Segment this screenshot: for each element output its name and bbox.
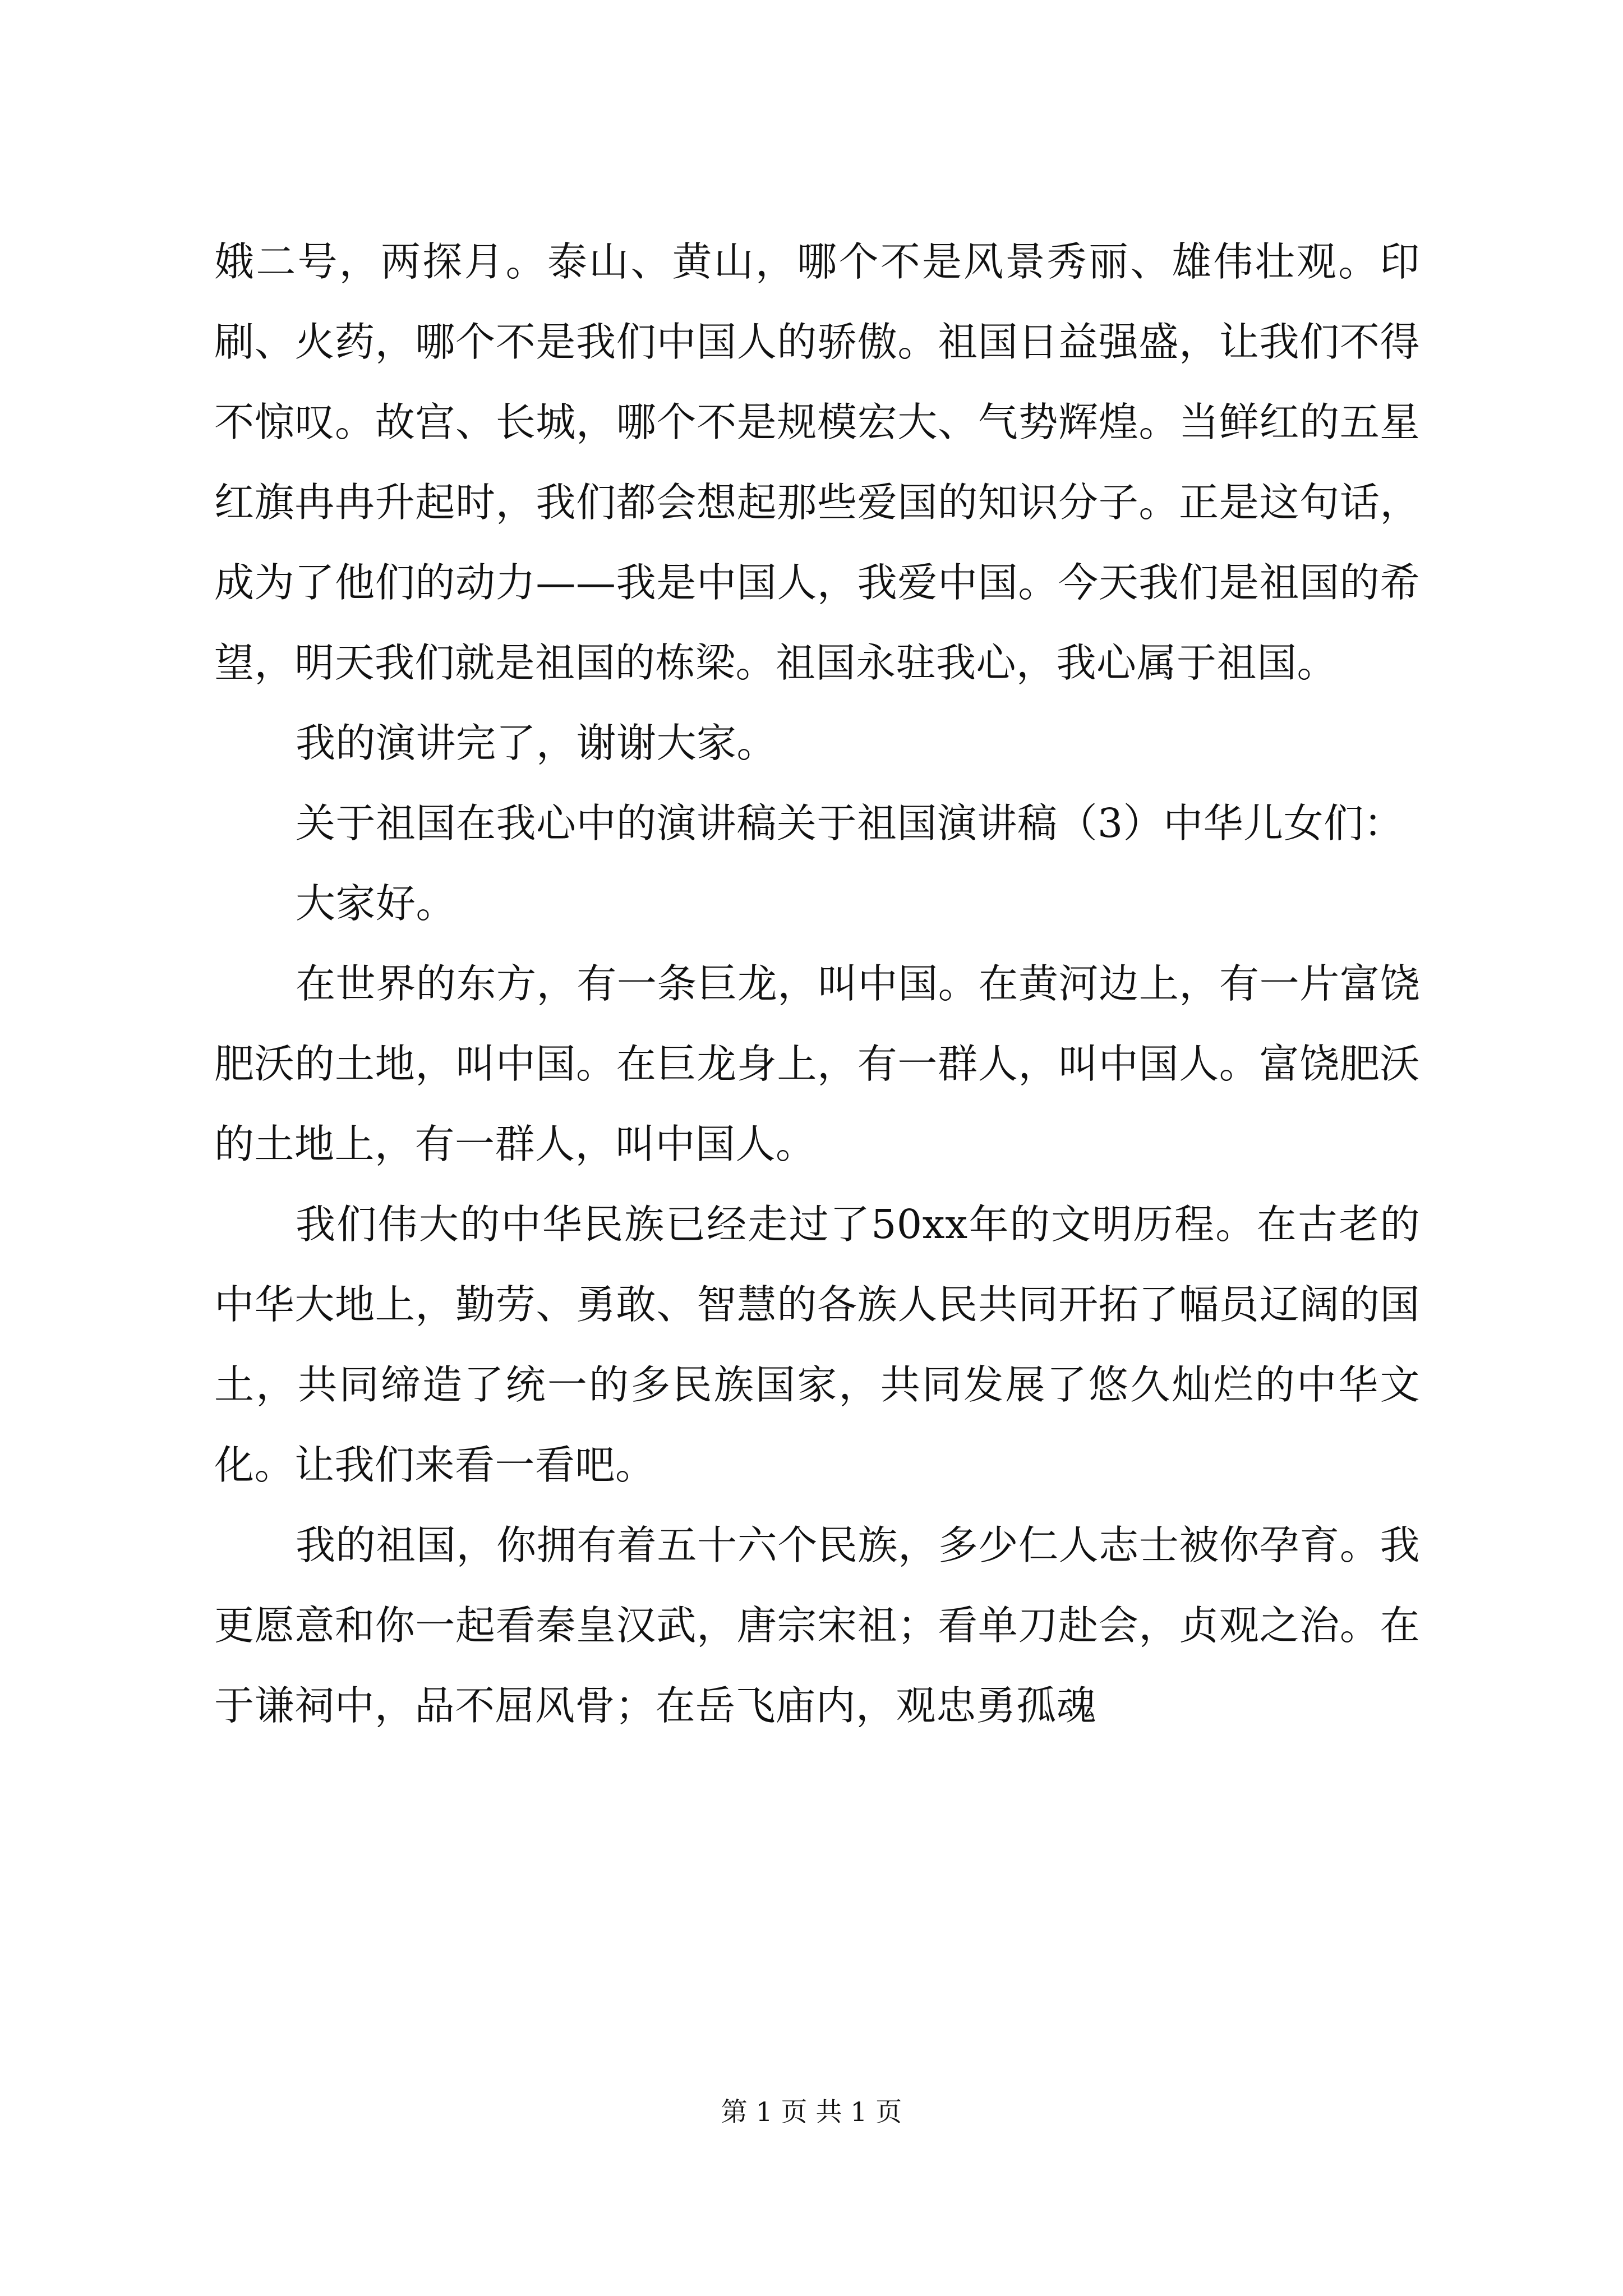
paragraph-1: 娥二号，两探月。泰山、黄山，哪个不是风景秀丽、雄伟壮观。印刷、火药，哪个不是我们中国人的骄傲。祖国日益强盛，让我们不得不惊叹。故宫、长城，哪个不是规模宏大、气势辉煌。当鲜红的五星红旗冉冉升起时，我们都会想起那些爱国的知识分子。正是这句话，成为了他们的动力——我是中国人，我爱中国。今天我们是祖国的希望，明天我们就是祖国的栋梁。祖国永驻我心，我心属于祖国。 [214,238,1420,686]
document-body [214,222,1420,1746]
paragraph-4: 大家好。 [296,880,457,927]
paragraph-7: 我的祖国，你拥有着五十六个民族，多少仁人志士被你孕育。我更愿意和你一起看秦皇汉武，唐宗宋祖；看单刀赴会，贞观之治。在于谦祠中，品不屈风骨；在岳飞庙内，观忠勇孤魂 [214,1522,1420,1729]
paragraph-5: 在世界的东方，有一条巨龙，叫中国。在黄河边上，有一片富饶肥沃的土地，叫中国。在巨龙身上，有一群人，叫中国人。富饶肥沃的土地上，有一群人，叫中国人。 [214,960,1420,1167]
paragraph-2: 我的演讲完了，谢谢大家。 [296,720,777,766]
paragraph-3: 关于祖国在我心中的演讲稿关于祖国演讲稿（3）中华儿女们： [296,800,1404,846]
paragraph-6: 我们伟大的中华民族已经走过了50xx年的文明历程。在古老的中华大地上，勤劳、勇敢、智慧的各族人民共同开拓了幅员辽阔的国土，共同缔造了统一的多民族国家，共同发展了悠久灿烂的中华文化。让我们来看一看吧。 [214,1201,1420,1488]
page-footer: 第 1 页 共 1 页 [721,2097,902,2128]
